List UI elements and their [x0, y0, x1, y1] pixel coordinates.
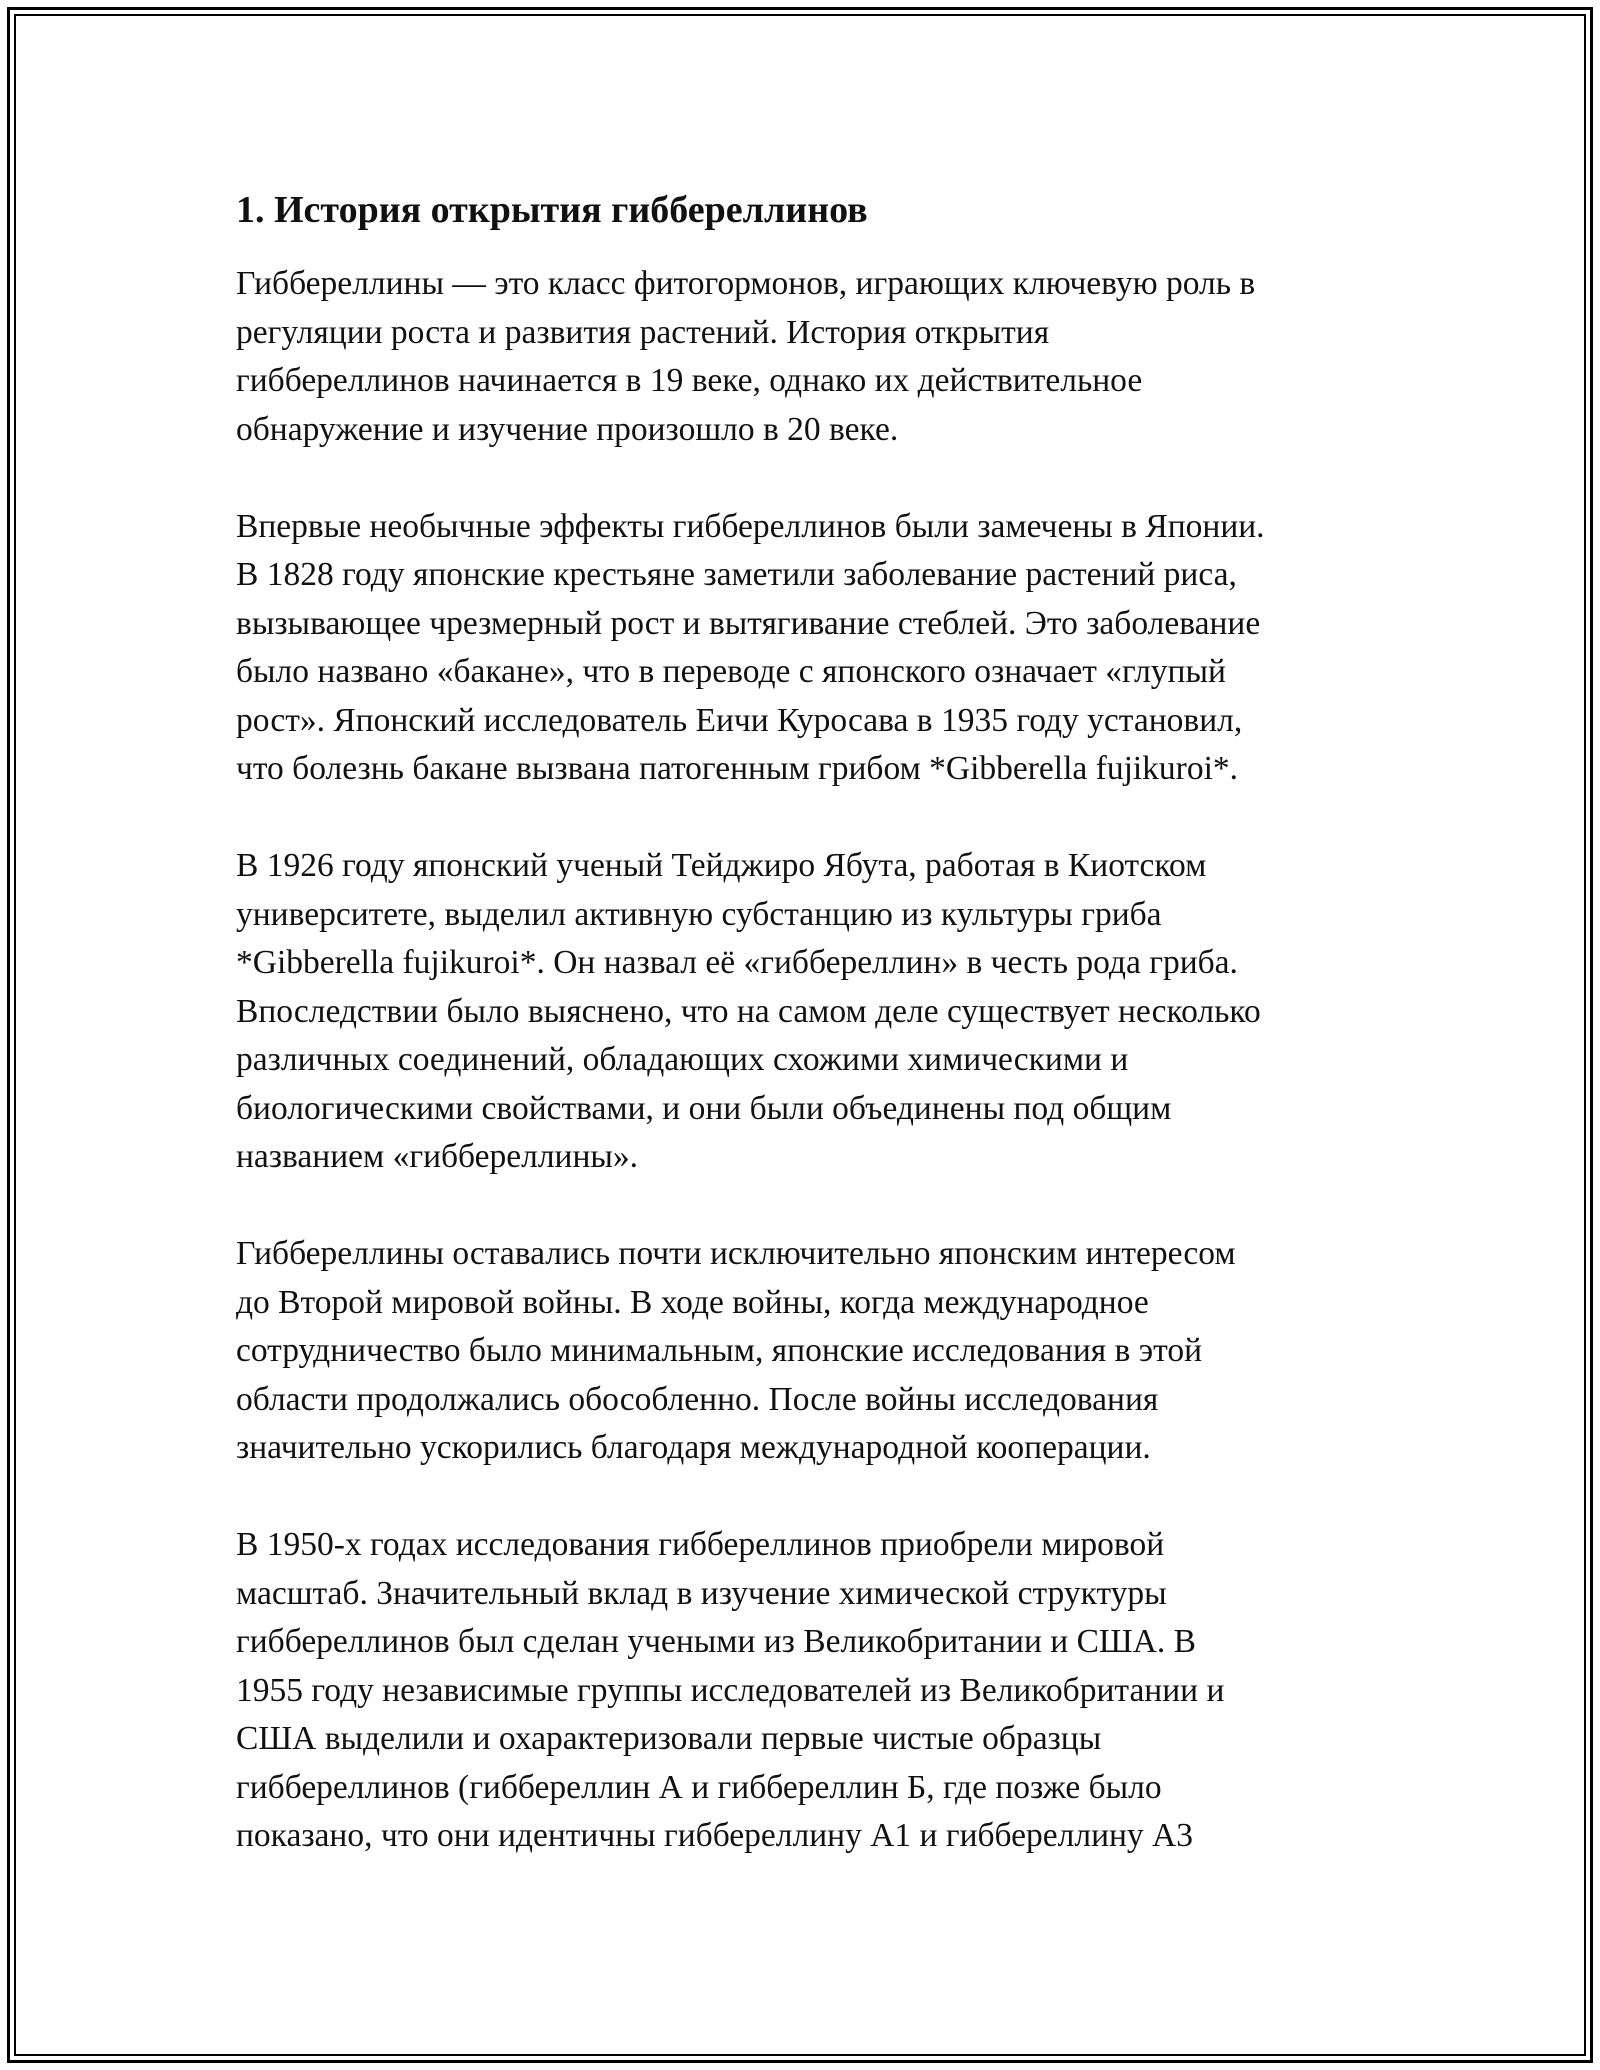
text-line: названием «гиббереллины». — [236, 1138, 639, 1175]
document-body — [236, 186, 1376, 1909]
paragraph-2 — [236, 503, 1376, 794]
text-line: Гиббереллины — это класс фитогормонов, играющих ключевую роль в — [236, 265, 1256, 302]
text-line: Впервые необычные эффекты гиббереллинов были замечены в Японии. — [236, 507, 1265, 545]
text-line: до Второй мировой войны. В ходе войны, когда международное — [236, 1283, 1149, 1321]
text-line: Гиббереллины оставались почти исключительно японским интересом — [236, 1235, 1236, 1272]
text-line: значительно ускорились благодаря международной кооперации. — [236, 1429, 1151, 1466]
text-line: различных соединений, обладающих схожими химическими и — [236, 1041, 1129, 1078]
paragraph-4 — [236, 1230, 1376, 1473]
text-line: 1955 году независимые группы исследователей из Великобритании и — [236, 1671, 1225, 1709]
text-line: В 1950-х годах исследования гиббереллинов приобрели мировой — [236, 1526, 1165, 1563]
text-line: гиббереллинов начинается в 19 веке, однако их действительное — [236, 362, 1143, 399]
section-heading: 1. История открытия гиббереллинов — [236, 189, 868, 231]
text-line: Впоследствии было выяснено, что на самом деле существует несколько — [236, 992, 1261, 1030]
text-line: рост». Японский исследователь Еичи Куросава в 1935 году установил, — [236, 701, 1243, 739]
text-line: обнаружение и изучение произошло в 20 веке. — [236, 410, 899, 448]
paragraph-3 — [236, 842, 1376, 1182]
text-line: сотрудничество было минимальным, японские исследования в этой — [236, 1332, 1203, 1369]
text-line: гиббереллинов (гиббереллин А и гиббереллин Б, где позже было — [236, 1768, 1162, 1806]
text-line: В 1926 году японский ученый Тейджиро Ябута, работая в Киотском — [236, 847, 1207, 884]
text-line: масштаб. Значительный вклад в изучение химической структуры — [236, 1574, 1167, 1612]
text-line: было названо «бакане», что в переводе с японского означает «глупый — [236, 653, 1226, 690]
paragraph-1 — [236, 260, 1376, 454]
text-line: биологическими свойствами, и они были объединены под общим — [236, 1089, 1172, 1127]
text-line: США выделили и охарактеризовали первые чистые образцы — [236, 1720, 1102, 1757]
text-line: показано, что они идентичны гиббереллину А1 и гиббереллину А3 — [236, 1817, 1193, 1854]
text-line: вызывающее чрезмерный рост и вытягивание стеблей. Это заболевание — [236, 604, 1261, 642]
text-line: что болезнь бакане вызвана патогенным грибом *Gibberella fujikuroi*. — [236, 750, 1239, 787]
text-line: университете, выделил активную субстанцию из культуры гриба — [236, 895, 1162, 933]
text-line: области продолжались обособленно. После войны исследования — [236, 1380, 1159, 1418]
paragraph-5 — [236, 1521, 1376, 1861]
text-line: *Gibberella fujikuroi*. Он назвал её «гиббереллин» в честь рода гриба. — [236, 944, 1238, 981]
text-line: регуляции роста и развития растений. История открытия — [236, 313, 1050, 351]
text-line: В 1828 году японские крестьяне заметили заболевание растений риса, — [236, 556, 1237, 593]
text-line: гиббереллинов был сделан учеными из Великобритании и США. В — [236, 1623, 1197, 1660]
